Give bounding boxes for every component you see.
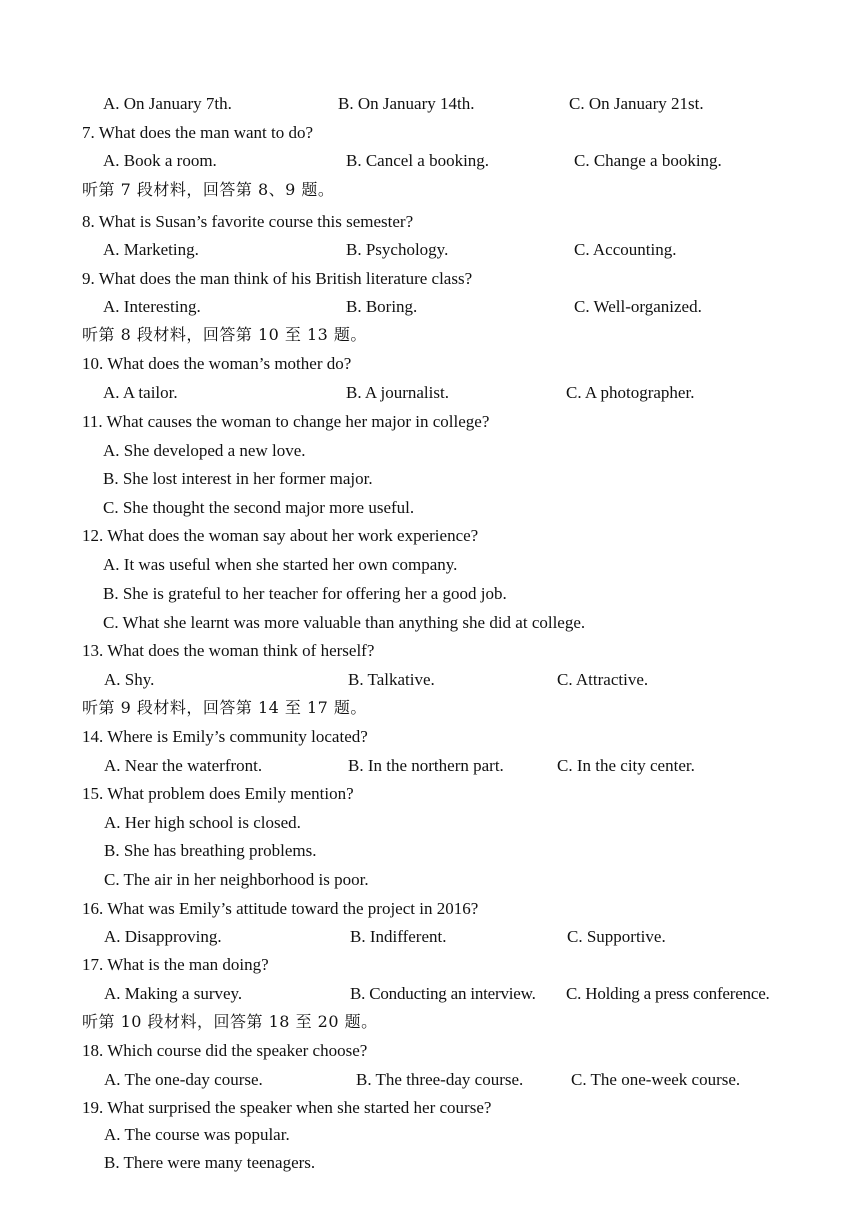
q14-question-line <box>0 725 860 749</box>
section-heading-text: 听第 10 段材料，回答第 18 至 20 题。 <box>82 1012 378 1031</box>
question-text: 14. Where is Emily’s community located? <box>82 727 368 746</box>
question-text: 11. What causes the woman to change her major in college? <box>82 412 490 431</box>
q19-question-line <box>0 1096 860 1120</box>
option-b: B. Cancel a booking. <box>346 151 490 170</box>
option-c: C. The air in her neighborhood is poor. <box>104 870 369 889</box>
q12-option-a <box>0 553 860 577</box>
q15-option-c <box>0 868 860 892</box>
option-a: A. Marketing. <box>103 240 199 259</box>
option-a: A. Near the waterfront. <box>104 756 263 775</box>
question-text: 19. What surprised the speaker when she started her course? <box>82 1098 492 1117</box>
option-c: C. Accounting. <box>574 240 677 259</box>
q17-options <box>0 982 860 1006</box>
option-c: C. The one-week course. <box>571 1070 741 1089</box>
q13-question-line <box>0 639 860 663</box>
q15-option-b <box>0 839 860 863</box>
q11-option-a <box>0 439 860 463</box>
option-c: C. Supportive. <box>567 927 666 946</box>
section-8-heading <box>0 323 860 347</box>
option-b: B. The three-day course. <box>356 1070 524 1089</box>
option-b: B. In the northern part. <box>348 756 504 775</box>
q12-option-c <box>0 611 860 635</box>
q7-options <box>0 149 860 173</box>
q12-option-b <box>0 582 860 606</box>
question-text: 16. What was Emily’s attitude toward the project in 2016? <box>82 899 479 918</box>
q16-options <box>0 925 860 949</box>
option-b: B. Boring. <box>346 297 418 316</box>
section-9-heading <box>0 696 860 720</box>
option-a: A. It was useful when she started her own company. <box>103 555 458 574</box>
q10-question-line <box>0 352 860 376</box>
option-b: B. She has breathing problems. <box>104 841 317 860</box>
q15-question-line <box>0 782 860 806</box>
question-text: 7. What does the man want to do? <box>82 123 314 142</box>
question-text: 8. What is Susan’s favorite course this semester? <box>82 212 414 231</box>
q10-options <box>0 381 860 405</box>
option-a: A. Her high school is closed. <box>104 813 301 832</box>
option-b: B. She lost interest in her former major. <box>103 469 373 488</box>
option-a: A. The course was popular. <box>104 1125 290 1144</box>
option-c: C. She thought the second major more useful. <box>103 498 415 517</box>
q9-options <box>0 295 860 319</box>
q8-options <box>0 238 860 262</box>
question-text: 17. What is the man doing? <box>82 955 269 974</box>
option-b: B. Conducting an interview. <box>350 984 536 1003</box>
option-b: B. Psychology. <box>346 240 449 259</box>
option-c: C. On January 21st. <box>569 94 704 113</box>
q18-question-line <box>0 1039 860 1063</box>
section-heading-text: 听第 7 段材料，回答第 8、9 题。 <box>82 180 335 199</box>
option-a: A. Disapproving. <box>104 927 222 946</box>
option-c: C. Holding a press conference. <box>566 984 770 1003</box>
q9-question-line <box>0 267 860 291</box>
q19-option-b <box>0 1151 860 1175</box>
q14-options <box>0 754 860 778</box>
question-text: 15. What problem does Emily mention? <box>82 784 354 803</box>
section-heading-text: 听第 9 段材料，回答第 14 至 17 题。 <box>82 698 367 717</box>
option-a: A. Making a survey. <box>104 984 243 1003</box>
section-7-heading <box>0 178 860 202</box>
q13-options <box>0 668 860 692</box>
section-heading-text: 听第 8 段材料，回答第 10 至 13 题。 <box>82 325 367 344</box>
q17-question-line <box>0 953 860 977</box>
option-a: A. On January 7th. <box>103 94 232 113</box>
option-b: B. Indifferent. <box>350 927 447 946</box>
option-a: A. A tailor. <box>103 383 178 402</box>
q12-question-line <box>0 524 860 548</box>
option-b: B. There were many teenagers. <box>104 1153 316 1172</box>
q11-option-b <box>0 467 860 491</box>
option-a: A. The one-day course. <box>104 1070 263 1089</box>
option-b: B. A journalist. <box>346 383 449 402</box>
q8-question-line <box>0 210 860 234</box>
q15-option-a <box>0 811 860 835</box>
option-a: A. Interesting. <box>103 297 201 316</box>
question-text: 12. What does the woman say about her work experience? <box>82 526 479 545</box>
option-a: A. Shy. <box>104 670 155 689</box>
q11-question-line <box>0 410 860 434</box>
option-b: B. Talkative. <box>348 670 435 689</box>
question-text: 13. What does the woman think of herself? <box>82 641 375 660</box>
option-c: C. In the city center. <box>557 756 695 775</box>
option-c: C. Well-organized. <box>574 297 702 316</box>
question-text: 9. What does the man think of his British literature class? <box>82 269 473 288</box>
question-text: 18. Which course did the speaker choose? <box>82 1041 368 1060</box>
q18-options <box>0 1068 860 1092</box>
option-a: A. She developed a new love. <box>103 441 306 460</box>
option-a: A. Book a room. <box>103 151 217 170</box>
option-b: B. On January 14th. <box>338 94 475 113</box>
section-10-heading <box>0 1010 860 1034</box>
q16-question-line <box>0 897 860 921</box>
question-text: 10. What does the woman’s mother do? <box>82 354 352 373</box>
option-c: C. What she learnt was more valuable than anything she did at college. <box>103 613 586 632</box>
option-c: C. Change a booking. <box>574 151 722 170</box>
option-c: C. A photographer. <box>566 383 695 402</box>
q11-option-c <box>0 496 860 520</box>
option-b: B. She is grateful to her teacher for offering her a good job. <box>103 584 507 603</box>
q19-option-a <box>0 1123 860 1147</box>
q6-options <box>0 92 860 116</box>
option-c: C. Attractive. <box>557 670 649 689</box>
q7-question-line <box>0 121 860 145</box>
